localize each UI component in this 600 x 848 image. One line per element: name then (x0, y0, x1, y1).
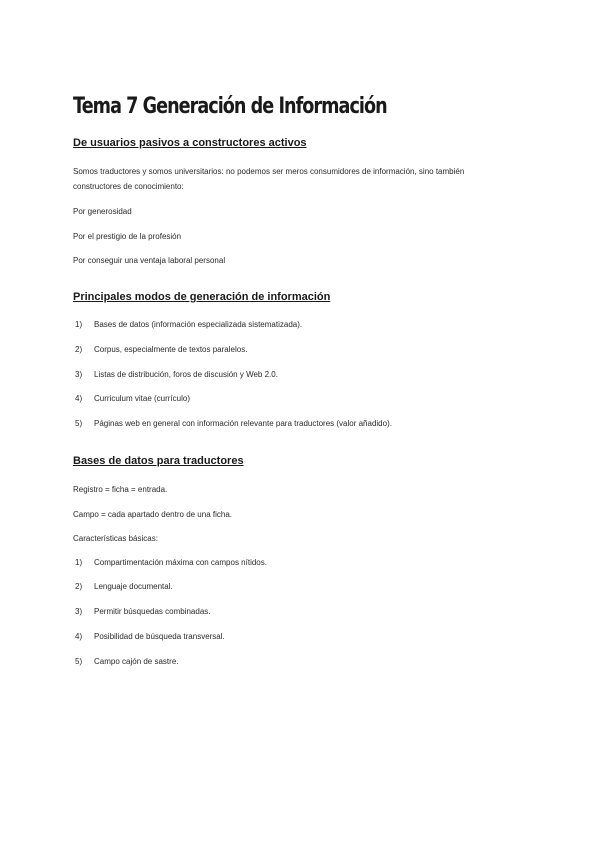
list-item (75, 631, 535, 643)
list-number: 3) (75, 370, 83, 379)
list-text: Corpus, especialmente de textos paralelos. (94, 345, 248, 354)
list-item (75, 393, 535, 405)
list-number: 5) (75, 419, 83, 428)
section-heading-modos: Principales modos de generación de información (73, 291, 331, 303)
list-number: 4) (75, 632, 83, 641)
list-item (75, 606, 535, 618)
list-text: Curriculum vitae (currículo) (94, 394, 191, 403)
list-text: Páginas web en general con información relevante para traductores (valor añadido). (94, 419, 392, 428)
list-text: Listas de distribución, foros de discusión y Web 2.0. (94, 370, 278, 379)
list-number: 4) (75, 394, 83, 403)
registro-definition: Registro = ficha = entrada. (73, 485, 168, 494)
list-text: Permitir búsquedas combinadas. (94, 607, 211, 616)
intro-paragraph-line2: constructores de conocimiento: (73, 182, 184, 191)
campo-definition: Campo = cada apartado dentro de una ficha. (73, 510, 232, 519)
list-number: 3) (75, 607, 83, 616)
list-text: Posibilidad de búsqueda transversal. (94, 632, 225, 641)
list-number: 1) (75, 558, 83, 567)
list-item (75, 581, 535, 593)
reason-ventaja: Por conseguir una ventaja laboral personal (73, 256, 226, 265)
list-item (75, 369, 535, 381)
reason-prestigio: Por el prestigio de la profesión (73, 232, 182, 241)
intro-paragraph-line1: Somos traductores y somos universitarios: no podemos ser meros consumidores de información, sino también (73, 167, 465, 176)
list-number: 2) (75, 582, 83, 591)
reason-generosidad: Por generosidad (73, 207, 132, 216)
caracteristicas-label: Características básicas: (73, 534, 158, 543)
section-heading-usuarios: De usuarios pasivos a constructores activos (73, 137, 307, 149)
list-number: 5) (75, 657, 83, 666)
list-item (75, 319, 535, 331)
list-text: Compartimentación máxima con campos nítidos. (94, 558, 267, 567)
list-item (75, 656, 535, 668)
list-number: 1) (75, 320, 83, 329)
list-text: Campo cajón de sastre. (94, 657, 179, 666)
page-title: Tema 7 Generación de Información (73, 94, 387, 119)
section-heading-bases: Bases de datos para traductores (73, 455, 244, 467)
list-item (75, 344, 535, 356)
list-text: Lenguaje documental. (94, 582, 173, 591)
list-number: 2) (75, 345, 83, 354)
list-item (75, 418, 535, 430)
list-text: Bases de datos (información especializada sistematizada). (94, 320, 303, 329)
list-item (75, 557, 535, 569)
